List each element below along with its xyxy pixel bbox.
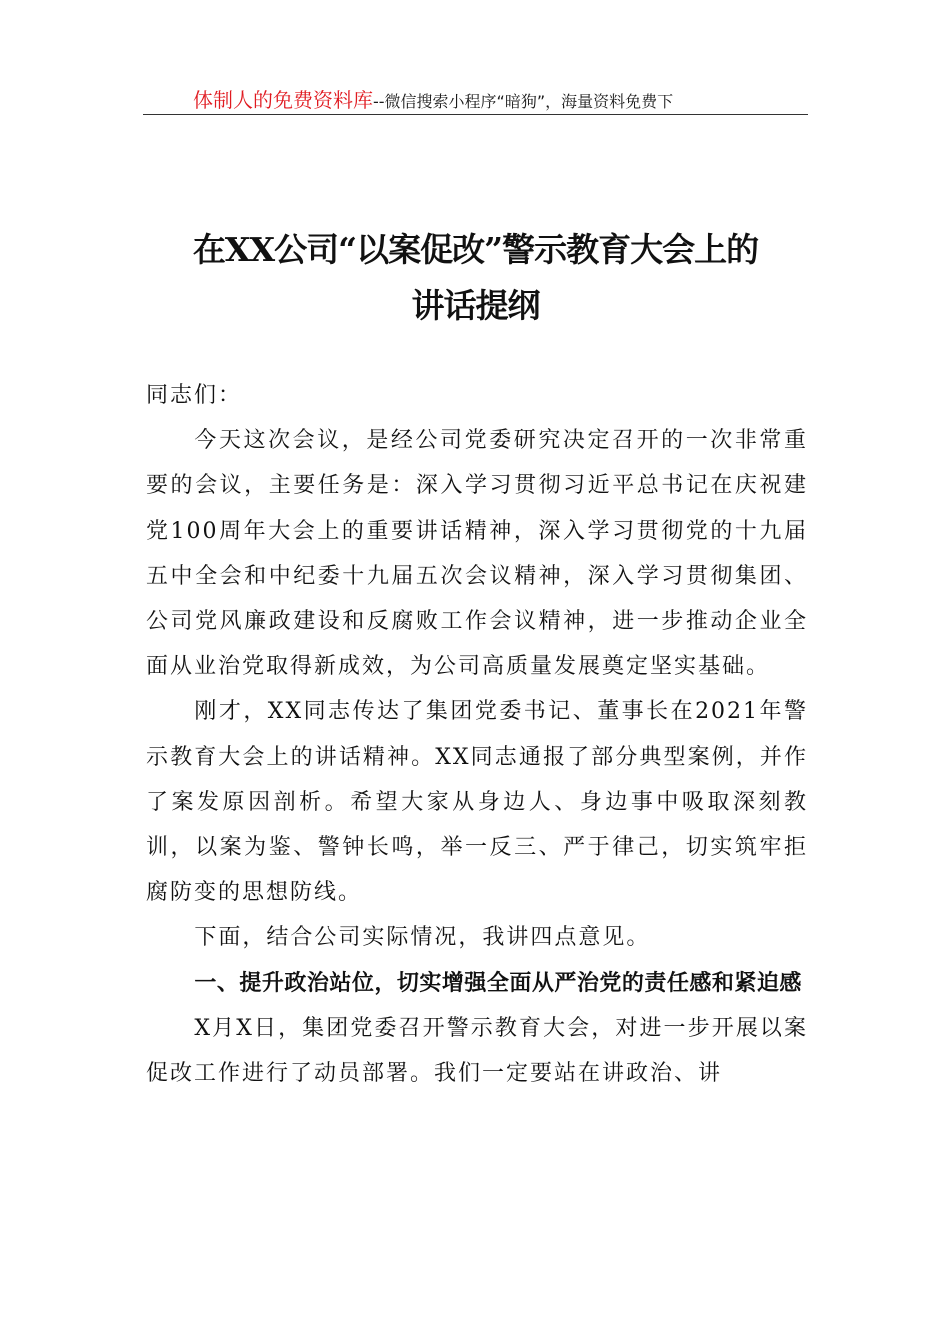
salutation: 同志们： [146,383,243,408]
header-divider [143,114,808,115]
page-header [143,84,808,114]
title-line-1: 在XX公司“以案促改”警示教育大会上的 [192,230,759,269]
header-brand: 体制人的免费资料库 [193,88,373,112]
paragraph-1: 今天这次会议，是经公司党委研究决定召开的一次非常重要的会议，主要任务是：深入学习贯彻习近平总书记在庆祝建党100周年大会上的重要讲话精神，深入学习贯彻党的十九届五中全会和中纪委十九届五次会议精神，深入学习贯彻集团、公司党风廉政建设和反腐败工作会议精神，进一步推动企业全面从业治党取得新成效，为公司高质量发展奠定坚实基础。 [146,428,808,680]
document-title [143,222,808,334]
paragraph-3: 下面，结合公司实际情况，我讲四点意见。 [194,925,651,951]
header-subtitle: --微信搜索小程序“暗狗”，海量资料免费下 [373,92,674,111]
section-1-heading: 一、提升政治站位，切实增强全面从严治党的责任感和紧迫感 [194,970,802,996]
section-1-paragraph: X月X日，集团党委召开警示教育大会，对进一步开展以案促改工作进行了动员部署。我们一定要站在讲政治、讲 [146,1015,808,1087]
document-body [146,373,808,1096]
title-line-2: 讲话提纲 [411,286,540,325]
paragraph-2: 刚才，XX同志传达了集团党委书记、董事长在2021年警示教育大会上的讲话精神。XX同志通报了部分典型案例，并作了案发原因剖析。希望大家从身边人、身边事中吸取深刻教训，以案为鉴、警钟长鸣，举一反三、严于律己，切实筑牢拒腐防变的思想防线。 [146,699,808,906]
